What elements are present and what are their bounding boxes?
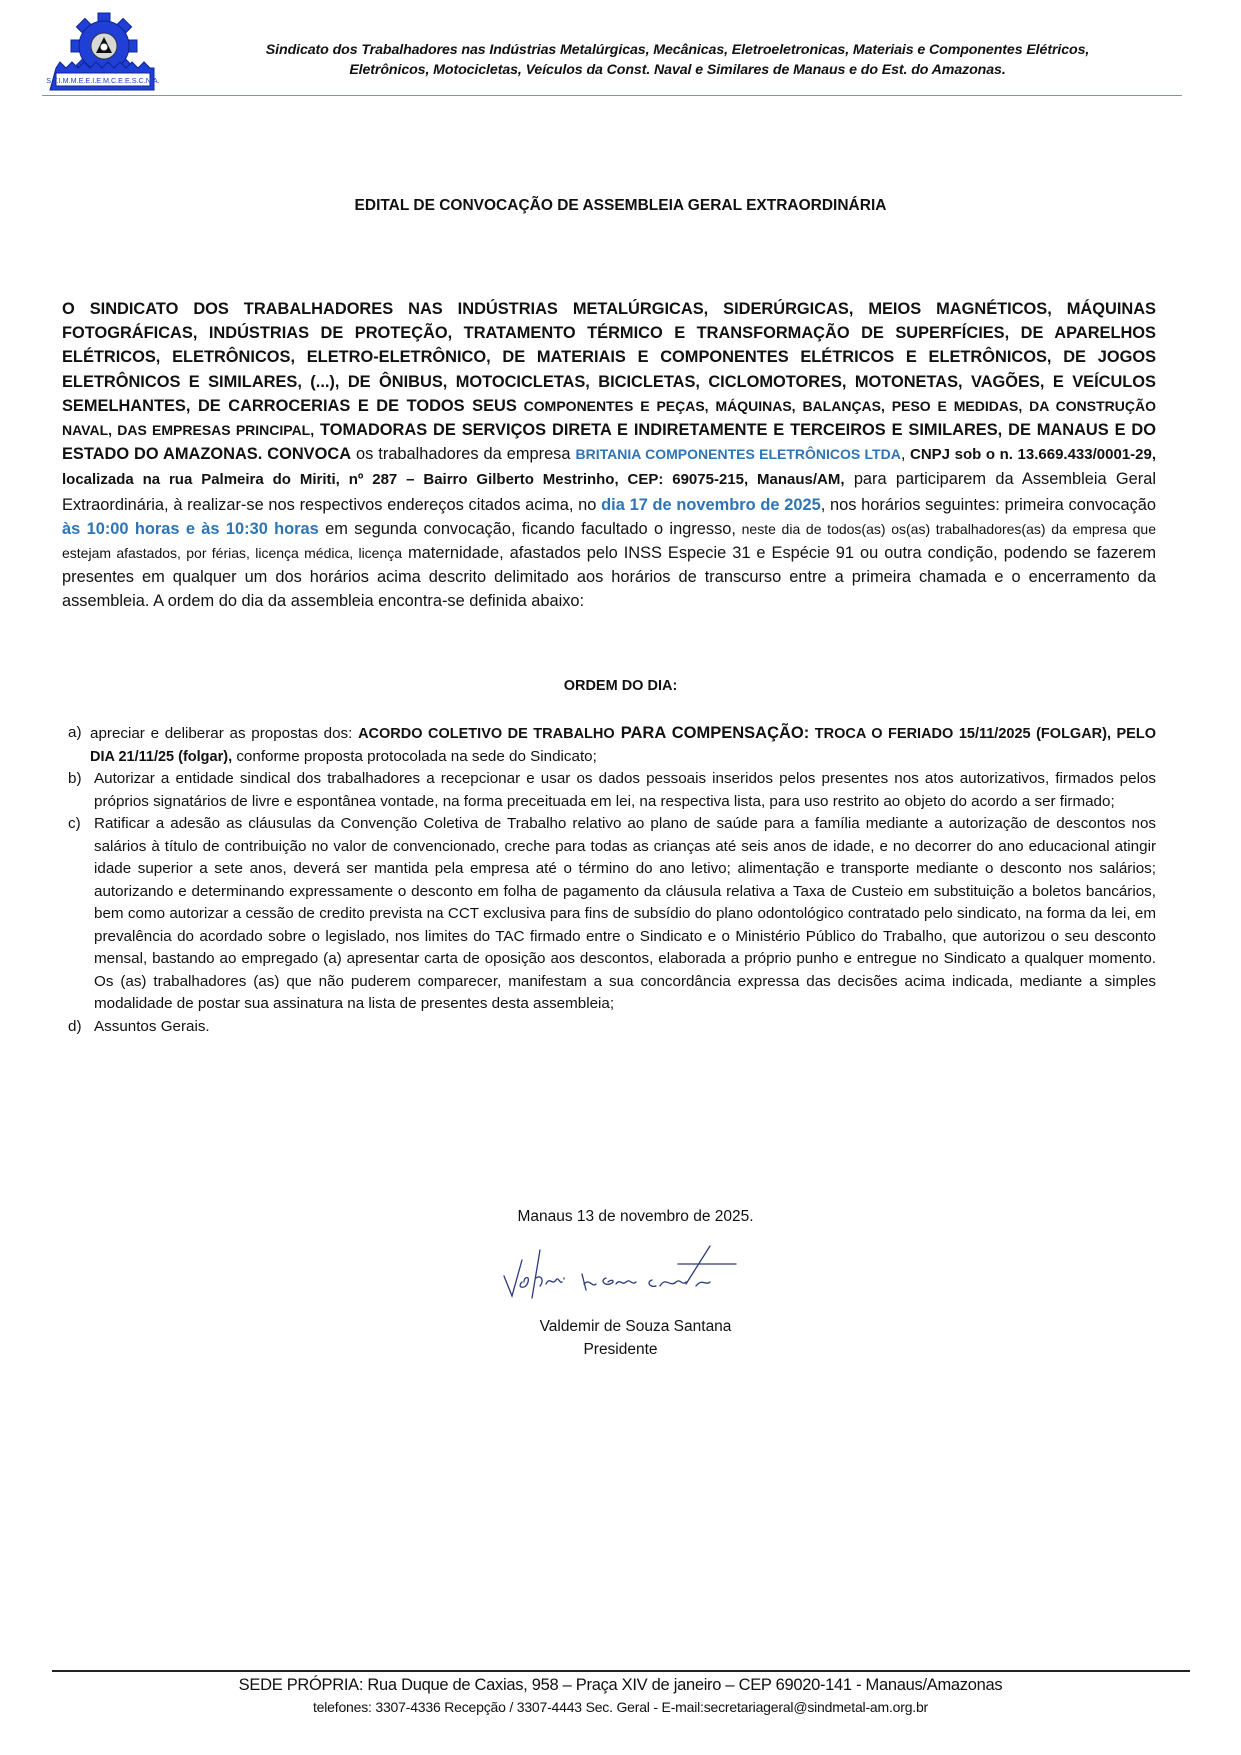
agenda-list — [68, 722, 1156, 1038]
agenda-item-label: a) — [68, 724, 82, 741]
signatory-name: Valdemir de Souza Santana — [539, 1318, 732, 1335]
signature-icon — [500, 1238, 750, 1313]
agenda-a-holiday-swap: TROCA O FERIADO 15/11/2025 (FOLGAR), PELO DIA 21/11/25 (folgar), — [90, 726, 1156, 765]
assembly-times: às 10:00 horas e às 10:30 horas — [62, 519, 319, 538]
participation-text: para participarem da Assembleia Geral Extraordinária, à realizar-se nos respectivos endereços citados acima, no — [62, 470, 1157, 514]
agenda-title: ORDEM DO DIA: — [563, 678, 678, 694]
agenda-a-agreement: ACORDO COLETIVO DE TRABALHO — [358, 726, 615, 742]
handwritten-signature — [500, 1238, 750, 1313]
second-call-text: em segunda convocação, ficando facultado o ingresso, — [318, 519, 736, 538]
agenda-item-text: Ratificar a adesão as cláusulas da Convenção Coletiva de Trabalho relativo ao plano de saúde para a família mediante a autorização de descontos nos salários à título de contribuição no valor de convencionado, creche para todas as crianças até seis anos de idade, e no decorrer do ano educacional atingir idade superior a sete anos, deverá ser mantida pela empresa até o término do ano letivo; alimentação e transporte mediante o desconto nos salários; autorizando e determinando expressamente o desconto em folha de pagamento da cláusula relativa a Taxa de Custeio em substituição a boletos bancários, bem como autorizar a cessão de credito prevista na CCT exclusiva para fins de subsídio do plano odontológico contratado pelo sindicato, na forma da lei, em prevalência do acordado sobre o legislado, nos limites do TAC firmado entre o Sindicato e o Ministério Público do Trabalho, que autorizou o seu desconto mensal, bastando ao empregado (a) apresentar carta de oposição aos descontos, elaborada a próprio punho e entregue no Sindicato a qualquer momento. Os (as) trabalhadores (as) que não puderem comparecer, manifestam a sua concordância expressa das decisões acima indicada, mediante a simples modalidade de postar sua assinatura na lista de presentes desta assembleia; — [94, 815, 1156, 1012]
union-logo — [42, 10, 172, 96]
signatory-role: Presidente — [583, 1341, 658, 1358]
agenda-item-text: Autorizar a entidade sindical dos trabalhadores a recepcionar e usar os dados pessoais inseridos pelos presentes nos atos autorizativos, firmados pelos próprios signatários de livre e espontânea vontade, na forma preceituada em lei, na respectiva lista, para uso restrito ao objeto do acordo a ser firmado; — [94, 770, 1156, 810]
schedule-text: , nos horários seguintes: primeira convocação — [820, 495, 1156, 514]
union-name-line1: Sindicato dos Trabalhadores nas Indústrias Metalúrgicas, Mecânicas, Eletroeletronicas, Materiais e Componentes Elétricos, — [265, 42, 1090, 58]
assembly-date: dia 17 de novembro de 2025 — [601, 495, 821, 514]
agenda-item-label: c) — [68, 815, 81, 832]
agenda-item-a — [68, 722, 1156, 768]
union-full-name-cont: COMPONENTES E PEÇAS, MÁQUINAS, BALANÇAS, PESO E MEDIDAS, DA CONSTRUÇÃO NAVAL, DAS EMPRESAS PRINCIPAL, — [62, 397, 1157, 439]
agenda-a-proposal: conforme proposta protocolada na sede do Sindicato; — [232, 747, 597, 765]
logo-acronym: S.T.I.M.M.E.E.I.E.M.C.E.E.S.C.N.A. — [46, 76, 160, 85]
document-title: EDITAL DE CONVOCAÇÃO DE ASSEMBLEIA GERAL EXTRAORDINÁRIA — [354, 197, 887, 214]
union-full-name-end: TOMADORAS DE SERVIÇOS DIRETA E INDIRETAMENTE E TERCEIROS E SIMILARES, DE MANAUS E DO ESTADO DO AMAZONAS. CONVOCA — [62, 421, 1156, 464]
place-date: Manaus 13 de novembro de 2025. — [517, 1208, 754, 1225]
footer-divider — [52, 1670, 1190, 1672]
agenda-item-label: b) — [68, 770, 82, 787]
convoca-text: os trabalhadores da empresa — [351, 445, 576, 464]
union-name — [175, 40, 1180, 80]
agenda-item-text — [90, 722, 1156, 768]
agenda-a-intro: apreciar e deliberar as propostas dos: — [90, 725, 359, 742]
agenda-item-text: Assuntos Gerais. — [94, 1017, 210, 1035]
union-name-line2: Eletrônicos, Motocicletas, Veículos da Const. Naval e Similares de Manaus e do Est. do Amazonas. — [349, 62, 1006, 78]
agenda-item-d — [68, 1016, 1156, 1039]
header-divider — [42, 95, 1182, 96]
closing-text: maternidade, afastados pelo INSS Especie 31 e Espécie 91 ou outra condição, podendo se fazerem presentes em qualquer um dos horários acima descrito delimitado aos horários de transcurso entre a primeira chamada e o encerramento da assembleia. A ordem do dia da assembleia encontra-se definida abaixo: — [62, 544, 1156, 611]
convocation-paragraph — [62, 297, 1156, 614]
comma: , — [900, 445, 906, 464]
agenda-a-compensation: PARA COMPENSAÇÃO: — [614, 724, 810, 742]
footer-contacts: telefones: 3307-4336 Recepção / 3307-4443 Sec. Geral - E-mail:secretariageral@sindmetal-am.org.br — [312, 1699, 929, 1715]
footer-address: SEDE PRÓPRIA: Rua Duque de Caxias, 958 – Praça XIV de janeiro – CEP 69020-141 - Manaus/Amazonas — [238, 1676, 1003, 1694]
gear-logo-icon — [42, 10, 172, 96]
company-cnpj-address: CNPJ sob o n. 13.669.433/0001-29, localizada na rua Palmeira do Miriti, nº 287 – Bairro Gilberto Mestrinho, CEP: 69075-215, Manaus/AM, — [62, 446, 1157, 489]
union-full-name: O SINDICATO DOS TRABALHADORES NAS INDÚSTRIAS METALÚRGICAS, SIDERÚRGICAS, MEIOS MAGNÉTICOS, MÁQUINAS FOTOGRÁFICAS, INDÚSTRIAS DE PROTEÇÃO, TRATAMENTO TÉRMICO E TRANSFORMAÇÃO DE SUPERFÍCIES, DE APARELHOS ELÉTRICOS, ELETRÔNICOS, ELETRO-ELETRÔNICO, DE MATERIAIS E COMPONENTES ELÉTRICOS E ELETRÔNICOS, DE JOGOS ELETRÔNICOS E SIMILARES, (...), DE ÔNIBUS, MOTOCICLETAS, BICICLETAS, CICLOMOTORES, MOTONETAS, VAGÕES, E VEÍCULOS SEMELHANTES, DE CARROCERIAS E DE TODOS SEUS — [62, 300, 1156, 415]
agenda-item-b — [68, 768, 1156, 813]
agenda-item-label: d) — [68, 1017, 82, 1035]
agenda-item-c — [68, 813, 1156, 1016]
company-name: BRITANIA COMPONENTES ELETRÔNICOS LTDA — [575, 446, 901, 463]
absent-workers-text: neste dia de todos(as) os(as) trabalhadores(as) da empresa que estejam afastados, por férias, licença médica, licença — [62, 520, 1156, 562]
